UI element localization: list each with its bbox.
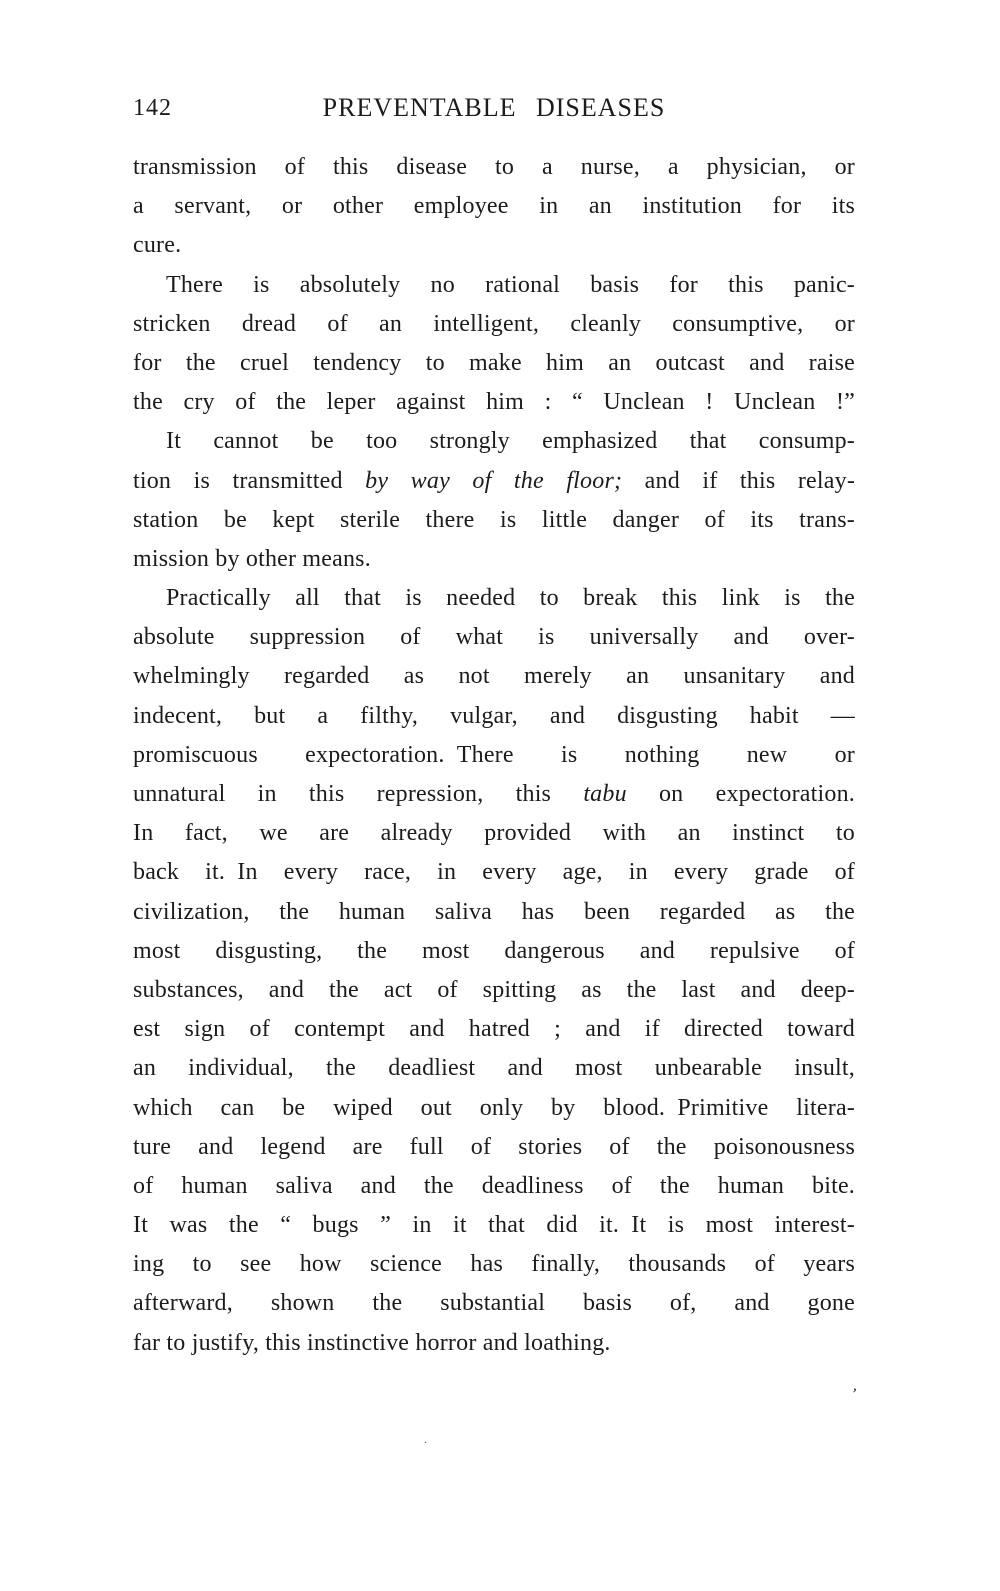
text-line — [133, 501, 855, 540]
text-run: on expectoration. — [626, 781, 855, 807]
text-line — [133, 1324, 855, 1363]
text-run: far to justify, this instinctive horror and loathing. — [133, 1329, 611, 1356]
text-run: cure. — [133, 232, 182, 259]
text-line — [133, 1284, 855, 1323]
text-run: It was the “ bugs ” in it that did it. It is most interest- — [133, 1212, 855, 1239]
text-line — [133, 1049, 855, 1088]
text-line — [133, 775, 855, 814]
text-run: whelmingly regarded as not merely an unsanitary and — [133, 663, 855, 690]
text-line — [133, 853, 855, 892]
scan-artifact-stroke: ’ — [849, 1385, 859, 1404]
page-number: 142 — [133, 95, 172, 121]
text-line — [133, 1010, 855, 1049]
text-run: of human saliva and the deadliness of the human bite. — [133, 1172, 855, 1199]
text-line — [133, 814, 855, 853]
text-run: station be kept sterile there is little danger of its trans- — [133, 506, 855, 533]
italic-text-run: tabu — [583, 781, 627, 807]
text-run: Practically all that is needed to break this link is the — [166, 585, 855, 612]
text-line — [133, 148, 855, 187]
text-line — [133, 697, 855, 736]
text-line — [133, 657, 855, 696]
text-line — [133, 893, 855, 932]
text-run: civilization, the human saliva has been regarded as the — [133, 898, 855, 925]
text-run: indecent, but a filthy, vulgar, and disgusting habit — — [133, 702, 855, 729]
text-line — [133, 540, 855, 579]
text-run: back it. In every race, in every age, in every grade of — [133, 859, 855, 886]
text-run: ture and legend are full of stories of the poisonousness — [133, 1133, 855, 1160]
text-run: est sign of contempt and hatred ; and if directed toward — [133, 1016, 855, 1043]
text-run: afterward, shown the substantial basis of, and gone — [133, 1290, 855, 1317]
text-run: and if this relay- — [622, 467, 855, 494]
text-run: mission by other means. — [133, 545, 371, 572]
text-line — [133, 1245, 855, 1284]
text-line — [133, 579, 855, 618]
text-line — [133, 187, 855, 226]
text-line — [133, 266, 855, 305]
text-line — [133, 1128, 855, 1167]
text-run: the cry of the leper against him : “ Unclean ! Unclean !” — [133, 389, 855, 416]
text-line — [133, 1206, 855, 1245]
text-run: an individual, the deadliest and most unbearable insult, — [133, 1055, 855, 1082]
text-line — [133, 1167, 855, 1206]
text-run: most disgusting, the most dangerous and repulsive of — [133, 937, 855, 964]
page-header — [133, 93, 855, 123]
text-line — [133, 305, 855, 344]
text-run: which can be wiped out only by blood. Primitive litera- — [133, 1094, 855, 1121]
text-run: substances, and the act of spitting as the last and deep- — [133, 976, 855, 1003]
scan-artifact-dot: . — [424, 1432, 427, 1446]
text-block — [133, 148, 855, 1363]
text-line — [133, 736, 855, 775]
text-run: promiscuous expectoration. There is nothing new or — [133, 741, 855, 768]
text-run: In fact, we are already provided with an instinct to — [133, 820, 855, 847]
running-head: PREVENTABLE DISEASES — [322, 93, 666, 122]
text-line — [133, 462, 855, 501]
text-line — [133, 971, 855, 1010]
text-run: It cannot be too strongly emphasized that consump- — [166, 428, 855, 455]
text-line — [133, 344, 855, 383]
italic-text-run: by way of the floor; — [365, 467, 623, 494]
text-run: There is absolutely no rational basis for this panic- — [166, 271, 855, 298]
text-line — [133, 1089, 855, 1128]
text-line — [133, 618, 855, 657]
text-line — [133, 422, 855, 461]
text-run: a servant, or other employee in an institution for its — [133, 193, 855, 220]
text-run: unnatural in this repression, this — [133, 781, 584, 807]
text-run: transmission of this disease to a nurse, a physician, or — [133, 154, 855, 180]
text-line — [133, 226, 855, 265]
text-run: tion is transmitted — [133, 467, 366, 494]
text-run: absolute suppression of what is universally and over- — [133, 624, 855, 651]
text-run: for the cruel tendency to make him an outcast and raise — [133, 349, 855, 376]
text-line — [133, 932, 855, 971]
text-run: stricken dread of an intelligent, cleanly consumptive, or — [133, 310, 855, 337]
text-run: ing to see how science has finally, thousands of years — [133, 1251, 855, 1278]
text-line — [133, 383, 855, 422]
